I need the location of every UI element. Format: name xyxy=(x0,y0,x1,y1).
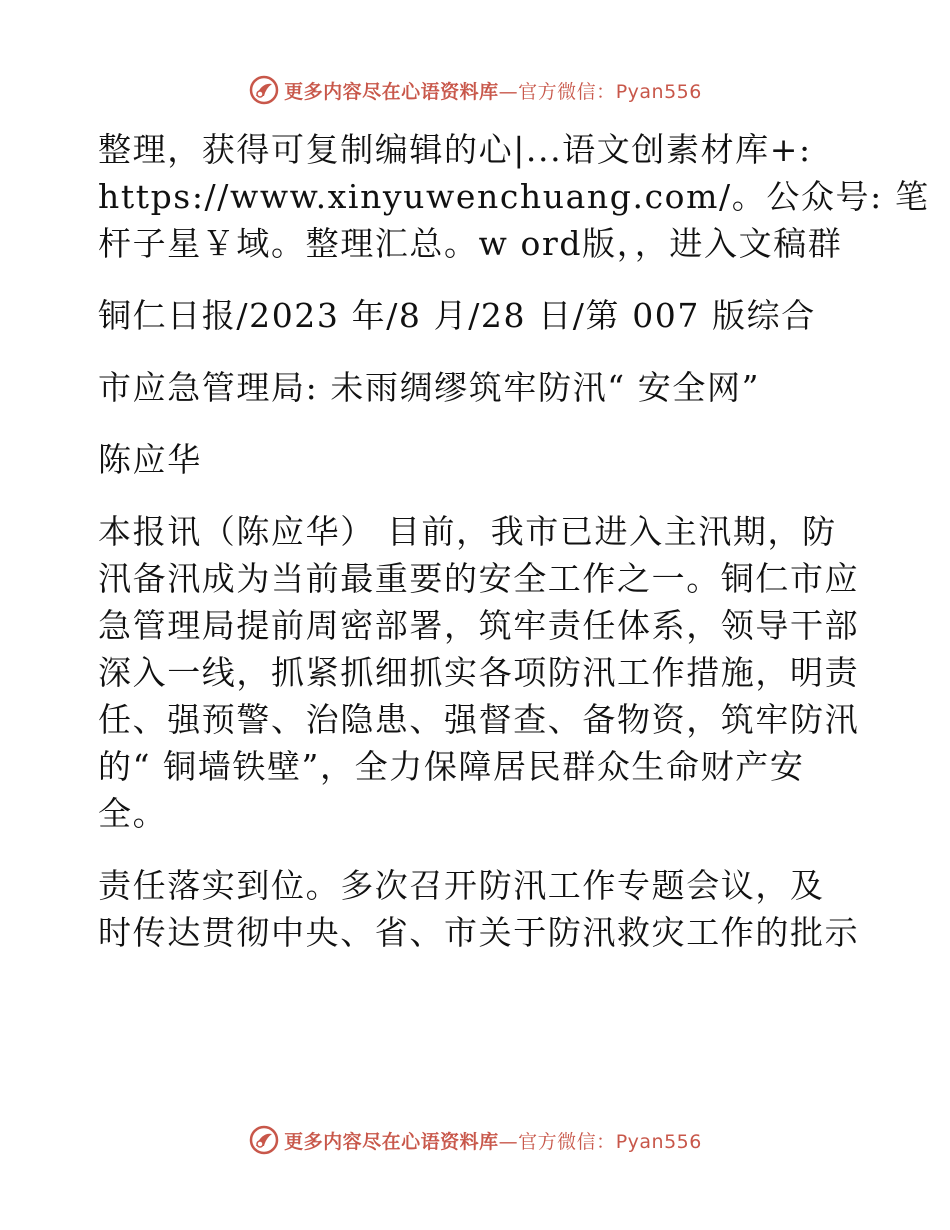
intro-line: 杆子星￥域。整理汇总。w ord版，，进入文稿群 xyxy=(98,224,843,263)
article-author: 陈应华 xyxy=(98,440,202,479)
paragraph-line: 的“ 铜墙铁壁”，全力保障居民群众生命财产安 xyxy=(98,747,805,786)
intro-line: 整理，获得可复制编辑的心|...语文创素材库+: xyxy=(98,130,812,169)
banner-wechat-id: Pyan556 xyxy=(615,1130,702,1153)
document-body xyxy=(98,126,930,981)
paragraph-line: 汛备汛成为当前最重要的安全工作之一。铜仁市应 xyxy=(98,559,860,598)
paragraph-line: 任、强预警、治隐患、强督查、备物资，筑牢防汛 xyxy=(98,700,860,739)
banner-wechat-id: Pyan556 xyxy=(615,80,702,103)
banner-text xyxy=(284,77,702,104)
intro-paragraph xyxy=(98,126,930,267)
paragraph-line: 急管理局提前周密部署，筑牢责任体系，领导干部 xyxy=(98,606,860,645)
banner-main-text: 更多内容尽在心语资料库 xyxy=(284,1130,499,1153)
article-headline: 市应急管理局: 未雨绸缪筑牢防汛“ 安全网” xyxy=(98,368,761,407)
source-line: 铜仁日报/2023 年/8 月/28 日/第 007 版综合 xyxy=(98,296,816,335)
banner-text xyxy=(284,1127,702,1154)
paragraph-line: 时传达贯彻中央、省、市关于防汛救灾工作的批示 xyxy=(98,913,860,952)
banner-separator: — xyxy=(498,80,519,103)
article-paragraph-1 xyxy=(98,508,858,837)
banner-main-text: 更多内容尽在心语资料库 xyxy=(284,80,499,103)
paragraph-line: 本报讯（陈应华） 目前，我市已进入主汛期，防 xyxy=(98,512,837,551)
paragraph-line: 深入一线，抓紧抓细抓实各项防汛工作措施，明责 xyxy=(98,653,860,692)
intro-line: https://www.xinyuwenchuang.com/。公众号: 笔 xyxy=(98,177,930,216)
paragraph-line: 责任落实到位。多次召开防汛工作专题会议，及 xyxy=(98,866,825,905)
header-banner xyxy=(0,70,950,110)
logo-icon xyxy=(248,74,280,106)
logo-icon xyxy=(248,1124,280,1156)
article-paragraph-2 xyxy=(98,862,858,956)
banner-sub-text: 官方微信： xyxy=(518,1130,616,1153)
banner-separator: — xyxy=(498,1130,519,1153)
banner-sub-text: 官方微信： xyxy=(518,80,616,103)
footer-banner xyxy=(0,1120,950,1160)
paragraph-line: 全。 xyxy=(98,794,168,833)
